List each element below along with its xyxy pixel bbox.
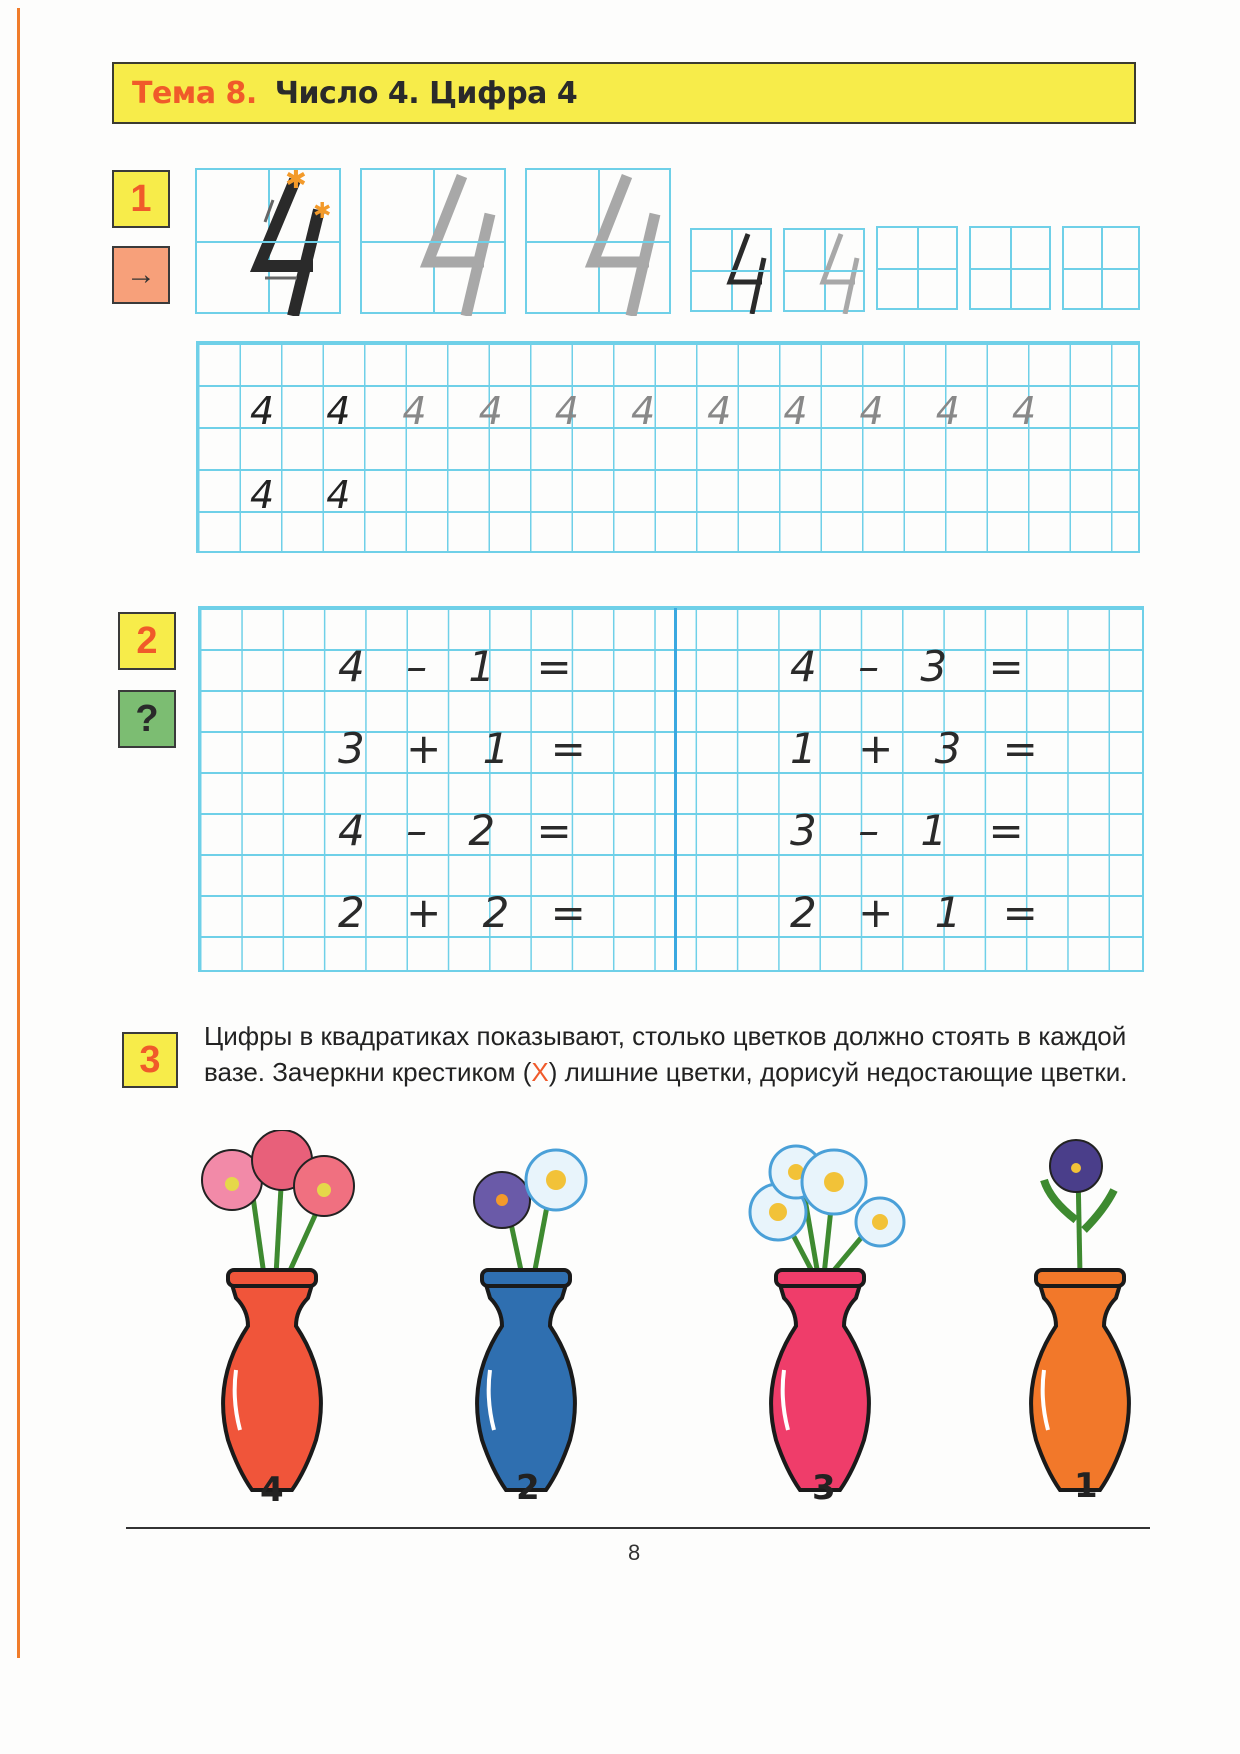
practice-digit-trace: 4 [630, 389, 656, 433]
small-cell-empty-3[interactable] [1062, 226, 1140, 310]
vase-poppies [202, 1130, 354, 1490]
equation: 1 + 3 = [790, 724, 1052, 773]
page-number: 8 [628, 1540, 641, 1565]
practice-digit-trace: 4 [554, 389, 579, 433]
vase-count-label: 3 [812, 1468, 836, 1508]
practice-digit: 4 [250, 389, 275, 433]
digit-four-model-icon [197, 170, 343, 316]
practice-digit-trace: 4 [402, 389, 427, 433]
cross-mark: X [531, 1057, 549, 1087]
vases-illustration [0, 1130, 1240, 1550]
vase-daisies [750, 1146, 904, 1490]
task-number: 2 [136, 619, 158, 662]
practice-digit: 4 [250, 473, 275, 517]
equation: 2 + 2 = [338, 888, 600, 937]
practice-digit-trace: 4 [783, 389, 808, 433]
equation: 4 – 3 = [790, 642, 1038, 691]
trace-cell-2 [525, 168, 671, 314]
task-2-badge [118, 612, 176, 670]
task-number: 3 [139, 1038, 161, 1081]
small-cell-empty-1[interactable] [876, 226, 958, 310]
svg-text:✱: ✱ [285, 170, 307, 195]
page-title: Число 4. Цифра 4 [274, 75, 578, 111]
question-icon: ? [135, 697, 159, 740]
digit-four-small-icon [692, 230, 774, 314]
question-icon-badge [118, 690, 176, 748]
equation: 2 + 1 = [790, 888, 1052, 937]
practice-digit-trace: 4 [859, 389, 884, 433]
practice-row-1 [250, 389, 1036, 433]
equation: 4 – 2 = [338, 806, 586, 855]
vase-pansy-daisy [474, 1150, 586, 1490]
task-3-instructions [204, 1018, 1144, 1090]
equations-grid[interactable] [198, 606, 1144, 972]
task-3-badge [122, 1032, 178, 1088]
arrow-right-icon: → [126, 258, 156, 291]
equation: 3 + 1 = [338, 724, 600, 773]
practice-grid[interactable] [196, 341, 1140, 553]
practice-row-2 [250, 473, 350, 517]
small-cell-empty-2[interactable] [969, 226, 1051, 310]
small-cell-2 [783, 228, 865, 312]
topic-title-bar [112, 62, 1136, 124]
vase-count-label: 4 [260, 1470, 284, 1510]
practice-digit: 4 [326, 473, 351, 517]
topic-number: Тема 8. [132, 75, 257, 111]
digit-four-trace-icon [362, 170, 508, 316]
small-cell-1 [690, 228, 772, 312]
arrow-icon-badge [112, 246, 170, 304]
footer-divider [126, 1527, 1150, 1529]
task-number: 1 [130, 177, 152, 220]
task-1-badge [112, 170, 170, 228]
practice-digit-trace: 4 [935, 389, 960, 433]
column-divider [674, 608, 677, 970]
practice-digit: 4 [326, 389, 351, 433]
vase-count-label: 1 [1074, 1466, 1098, 1506]
model-digit-cell [195, 168, 341, 314]
digit-four-trace-icon [527, 170, 673, 316]
practice-digit-trace: 4 [1011, 389, 1037, 433]
trace-cell-1 [360, 168, 506, 314]
svg-text:✱: ✱ [313, 199, 332, 224]
practice-digit-trace: 4 [478, 389, 503, 433]
vase-count-label: 2 [516, 1468, 540, 1508]
practice-digit-trace: 4 [707, 389, 732, 433]
equation: 3 – 1 = [790, 806, 1038, 855]
instruction-text: ) лишние цветки, дорисуй недостающие цветки. [548, 1057, 1128, 1087]
digit-four-small-trace-icon [785, 230, 867, 314]
equation: 4 – 1 = [338, 642, 586, 691]
instruction-text: Цифры в квадратиках показывают, столько цветков должно стоять в каждой вазе. Зачеркни крестиком ( [204, 1021, 1127, 1087]
vase-pansy [1031, 1140, 1129, 1490]
